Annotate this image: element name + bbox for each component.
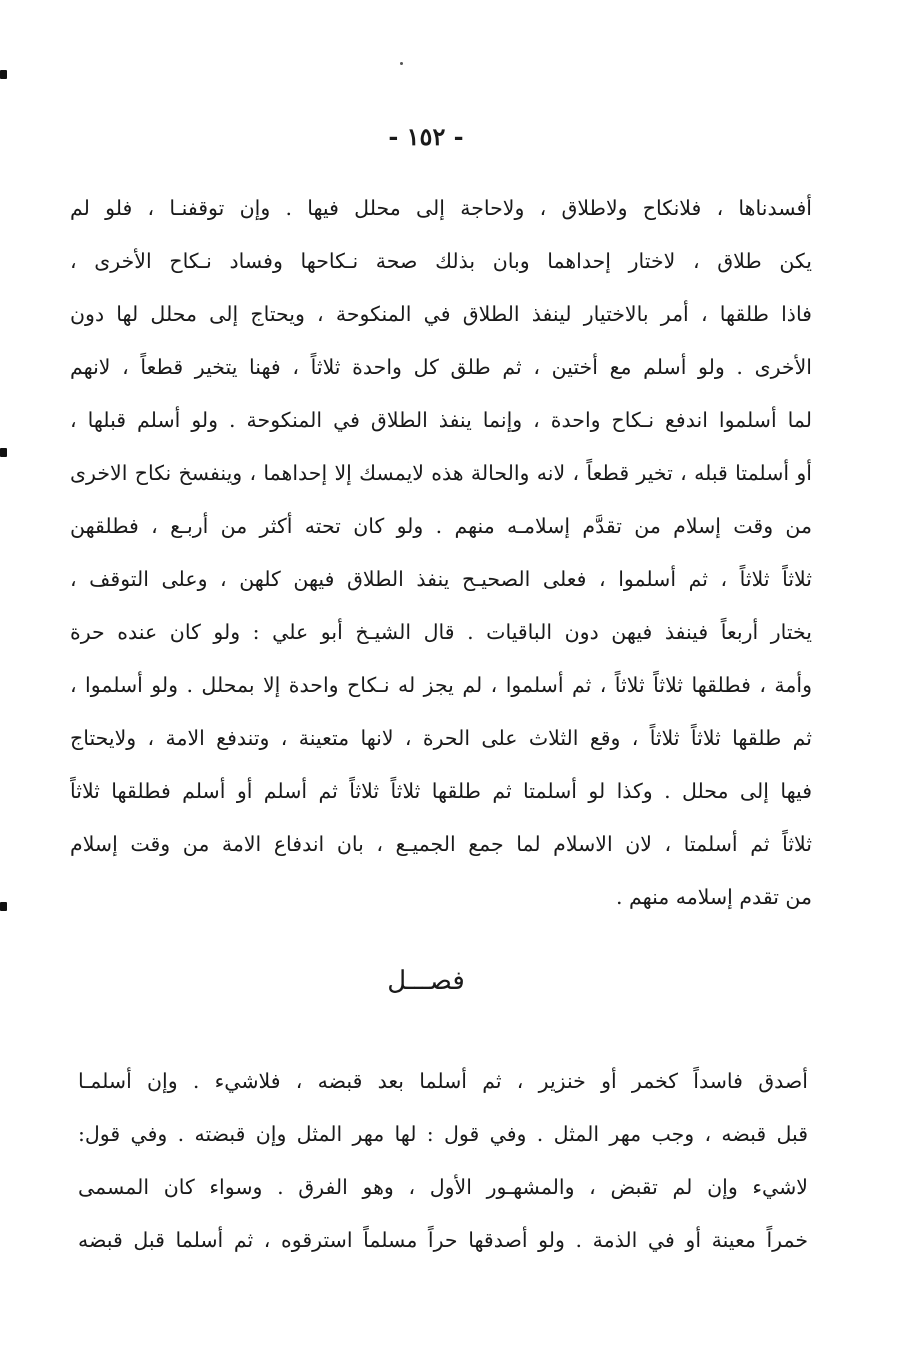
- text-line: ثم طلقها ثلاثاً ثلاثاً ، وقع الثلاث على الحرة ، لانها متعينة ، وتندفع الامة ، ولايحتاج: [70, 726, 812, 750]
- section-heading: فصـــل: [387, 966, 465, 996]
- text-line: يكن طلاق ، لاختار إحداهما وبان بذلك صحة نـكاحها وفساد نـكاح الأخرى ،: [70, 249, 812, 273]
- text-line: قبل قبضه ، وجب مهر المثل . وفي قول : لها مهر المثل وإن قبضته . وفي قول:: [78, 1122, 808, 1146]
- margin-mark: [0, 448, 7, 457]
- text-line: لما أسلموا اندفع نـكاح واحدة ، وإنما ينفذ الطلاق في المنكوحة . ولو أسلم قبلها ،: [70, 408, 812, 432]
- speck: [400, 62, 403, 65]
- margin-mark: [0, 70, 7, 79]
- text-line: فاذا طلقها ، أمر بالاختيار لينفذ الطلاق في المنكوحة ، ويحتاج إلى محلل لها دون: [70, 302, 812, 326]
- text-line: ثلاثاً ثلاثاً ، ثم أسلموا ، فعلى الصحيـح ينفذ الطلاق فيهن كلهن ، وعلى التوقف ،: [70, 567, 812, 591]
- text-line: من وقت إسلام من تقدَّم إسلامـه منهم . ولو كان تحته أكثر من أربـع ، فطلقهن: [70, 514, 812, 538]
- text-line: ثلاثاً ثم أسلمتا ، لان الاسلام لما جمع الجميـع ، بان اندفاع الامة من وقت إسلام: [70, 832, 812, 856]
- paragraph-1: [70, 182, 812, 924]
- text-line: لاشيء وإن لم تقبض ، والمشهـور الأول ، وهو الفرق . وسواء كان المسمى: [78, 1175, 808, 1199]
- text-line: الأخرى . ولو أسلم مع أختين ، ثم طلق كل واحدة ثلاثاً ، فهنا يتخير قطعاً ، لانهم: [70, 355, 812, 379]
- margin-mark: [0, 902, 7, 911]
- text-line: أفسدناها ، فلانكاح ولاطلاق ، ولاحاجة إلى محلل فيها . وإن توقفنـا ، فلو لم: [70, 196, 812, 220]
- text-line: فيها إلى محلل . وكذا لو أسلمتا ثم طلقها ثلاثاً ثلاثاً ثم أسلم أو أسلم فطلقها ثلاثاً: [70, 779, 812, 803]
- text-line: أو أسلمتا قبله ، تخير قطعاً ، لانه والحالة هذه لايمسك إلا إحداهما ، وينفسخ نكاح الاخرى: [70, 461, 812, 485]
- text-line: يختار أربعاً فينفذ فيهن دون الباقيات . قال الشيـخ أبو علي : ولو كان عنده حرة: [70, 620, 812, 644]
- text-line: من تقدم إسلامه منهم .: [615, 885, 812, 909]
- paragraph-2: [78, 1055, 808, 1267]
- text-line: وأمة ، فطلقها ثلاثاً ثلاثاً ، ثم أسلموا ، لم يجز له نـكاح واحدة إلا بمحلل . ولو أسلموا ،: [70, 673, 812, 697]
- page-number: - ١٥٢ -: [388, 122, 464, 151]
- text-line: خمراً معينة أو في الذمة . ولو أصدقها حراً مسلماً استرقوه ، ثم أسلما قبل قبضه: [78, 1228, 808, 1252]
- text-line: أصدق فاسداً كخمر أو خنزير ، ثم أسلما بعد قبضه ، فلاشيء . وإن أسلمـا: [78, 1069, 808, 1093]
